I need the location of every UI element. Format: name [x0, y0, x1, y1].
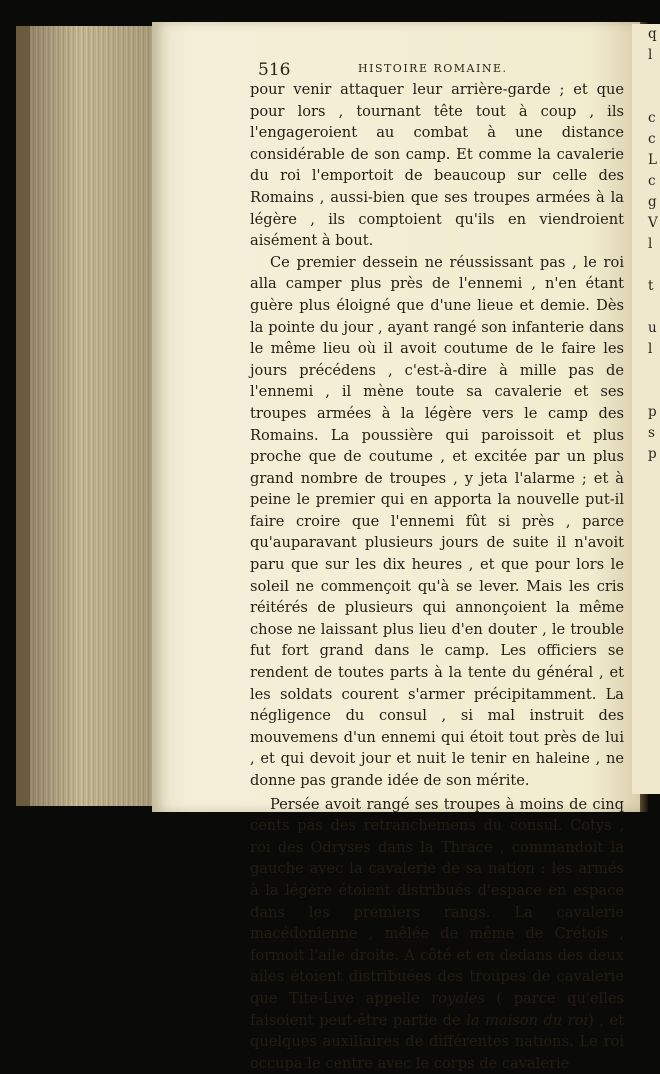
facing-page-fragment: V	[648, 215, 658, 231]
facing-page-fragment	[632, 570, 660, 591]
italic-text: royales	[431, 989, 485, 1007]
facing-page-fragment: l	[648, 47, 653, 63]
facing-page-fragment: c	[648, 173, 656, 189]
facing-page-fragment	[632, 87, 660, 108]
running-head: HISTOIRE ROMAINE.	[358, 62, 508, 75]
facing-page-fragment: c	[648, 131, 656, 147]
page-number: 516	[258, 60, 291, 80]
facing-page-fragment	[632, 66, 660, 87]
book	[16, 22, 660, 1072]
facing-page-fragment: s	[648, 425, 655, 441]
facing-page-fragment	[632, 297, 660, 318]
facing-page-fragment: c	[648, 110, 656, 126]
facing-page-fragment: g	[648, 194, 657, 210]
facing-page-fragment	[632, 360, 660, 381]
paragraph-text: ( parce qu'elles faisoient peut-être partie de	[250, 989, 624, 1029]
facing-page-fragment	[632, 549, 660, 570]
paragraph	[250, 794, 624, 1074]
paragraph: Ce premier dessein ne réussissant pas , le roi alla camper plus près de l'ennemi , n'en étant guère plus éloigné que d'une lieue et demie. Dès la pointe du jour , ayant rangé son infanterie dans le même lieu où il avoit coutume de le faire les jours précédens , c'est-à-dire à mille pas de l'ennemi , il mène toute sa cavalerie et ses troupes armées à la légère vers le camp des Romains. La poussière qui paroissoit et plus proche que de coutume , et excitée par un plus grand nombre de troupes , y jeta l'alarme ; et à peine le premier qui en apporta la nouvelle put-il faire croire que l'ennemi fût si près , parce qu'auparavant plusieurs jours de suite il n'avoit paru que sur les dix heures , et que pour lors le soleil ne commençoit qu'à se lever. Mais les cris réitérés de plusieurs qui annonçoient la même chose ne laissant plus lieu d'en douter , le trouble fut fort grand dans le camp. Les officiers se rendent de toutes parts à la tente du général , et les soldats courent s'armer précipitamment. La négligence du consul , si mal instruit des mouvemens d'un ennemi qui étoit tout près de lui , et qui devoit jour et nuit le tenir en haleine , ne donne pas grande idée de son mérite.	[250, 253, 624, 789]
facing-page-fragment: q	[648, 26, 657, 42]
left-page	[152, 22, 640, 1072]
facing-page-edge	[632, 24, 660, 794]
facing-page-fragment	[632, 507, 660, 528]
facing-page-fragment: t	[648, 278, 654, 294]
facing-page-fragment	[632, 381, 660, 402]
paragraph: pour venir attaquer leur arrière-garde ; et que pour lors , tournant tête tout à coup , ils l'engageroient au combat à une distance considérable de son camp. Et comme la cavalerie du roi l'emportoit de beaucoup sur celle des Romains , aussi-bien que ses troupes armées à la légère , ils comptoient qu'ils en viendroient aisément à bout.	[250, 81, 624, 250]
facing-page-fragment: p	[648, 446, 657, 462]
facing-page-fragment	[632, 528, 660, 549]
facing-page-fragment: l	[648, 341, 653, 357]
facing-page-fragment: l	[648, 236, 653, 252]
paragraph-text: Persée avoit rangé ses troupes à moins de cinq cents pas des retranchemens du consul. Cotys , roi des Odryses dans la Thrace , commandoit la gauche avec la cavalerie de sa nation : les armés à la légère étoient distribués d'espace en espace dans les premiers rangs. La cavalerie macédonienne , mêlée de même de Crétois , formoit l'aile droite. A côté et en dedans des deux ailes étoient distribuées des troupes de cavalerie que Tite-Live appelle	[250, 795, 624, 1007]
facing-page-fragment	[632, 486, 660, 507]
italic-text: la maison du roi	[466, 1011, 589, 1029]
facing-page-fragment	[632, 255, 660, 276]
body-text	[250, 79, 624, 1074]
facing-page-fragment: L	[648, 152, 657, 168]
page-edges	[16, 26, 156, 806]
facing-page-fragment: u	[648, 320, 657, 336]
paragraph-text: ) , et quelques auxiliaires de différentes nations. Le roi occupa le centre avec le corps de cavalerie	[250, 1011, 624, 1072]
facing-page-fragment	[632, 465, 660, 486]
facing-page-fragment: p	[648, 404, 657, 420]
